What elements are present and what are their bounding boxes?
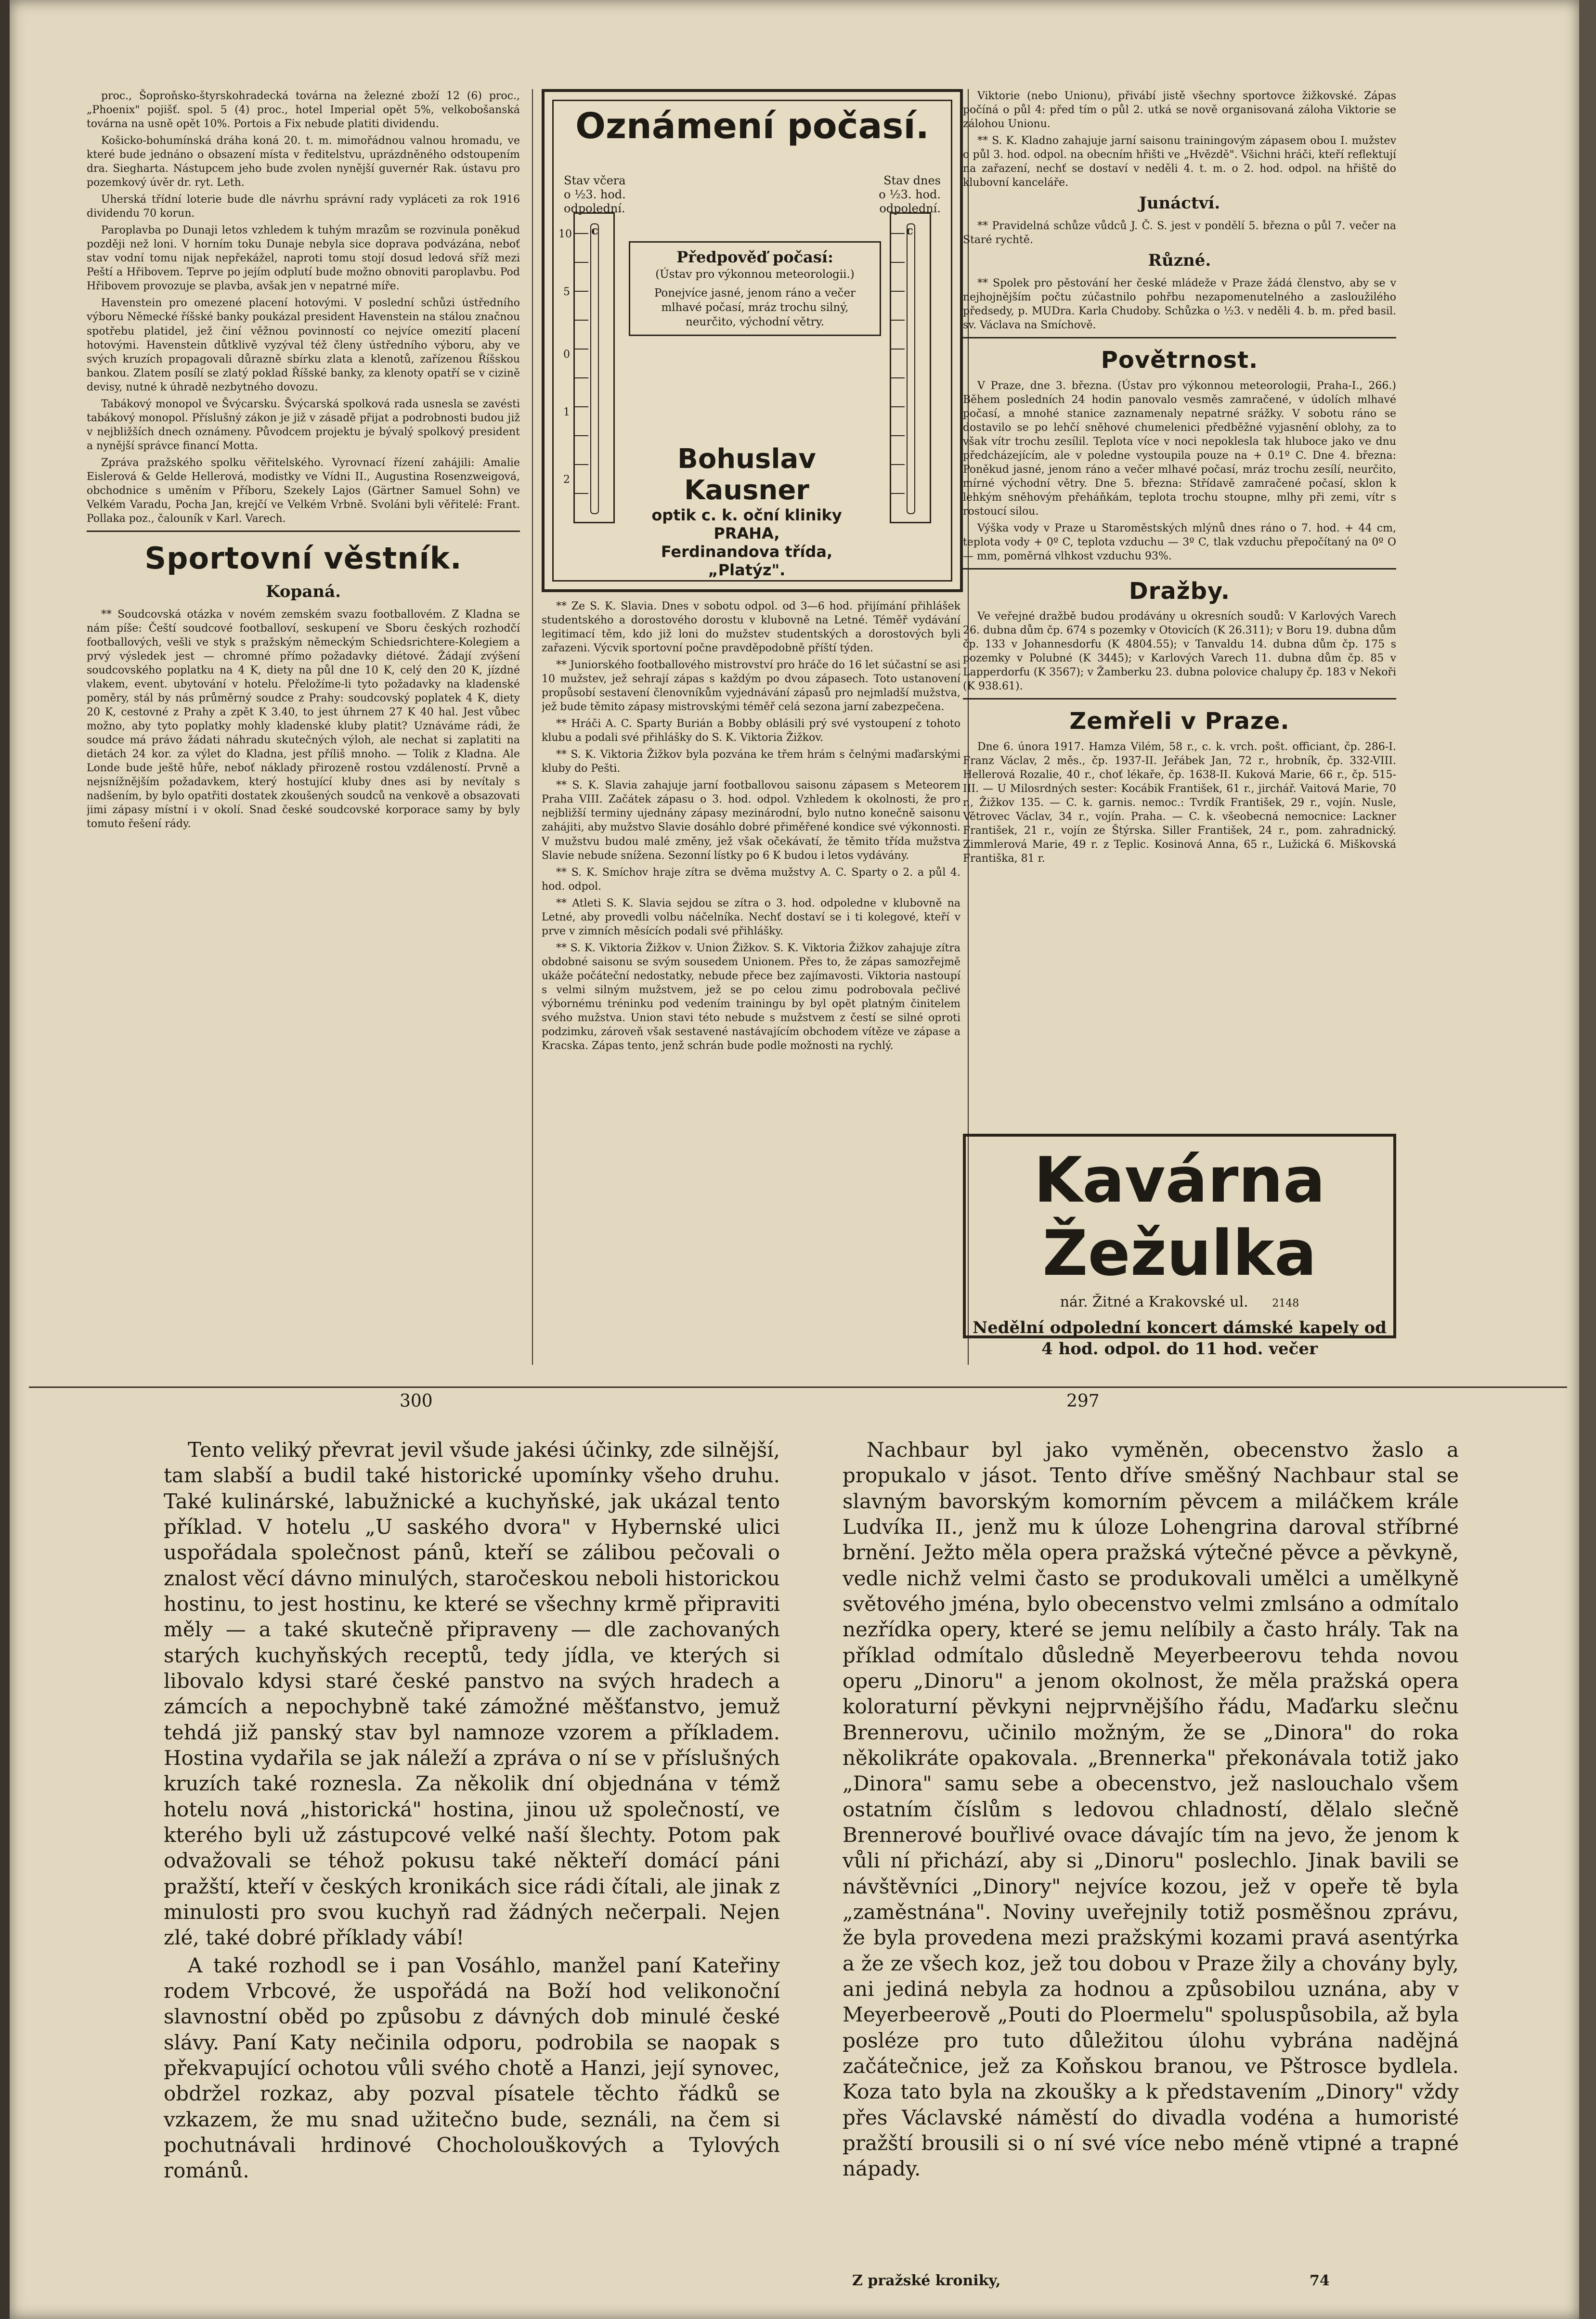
- sport-paragraph: ** Soudcovská otázka v novém zemském svazu footballovém. Z Kladna se nám píše: Čeští soudcové footballoví, seskupení ve Sboru českých rozhodčí footballových, vešli ve styk s pražským německým Schiedsrichtere-Kolegiem a prvý výsledek jest — chromné přímo požadavky diétové. Žádají zvýšení soudcovského poplatku na 4 K, diety na půl dne 10 K, celý den 20 K, jízdné vlakem, event. ubytování v hotelu. Přeložíme-li tyto požadavky na kladenské poměry, stál by nás průměrný soudce z Prahy: soudcovský poplatek 4 K, diety 20 K, cestovné z Prahy a zpět K 3.40, to jest úhrnem 27 K 40 hal. Jest vůbec možno, aby tyto poplatky mohly kladenské kluby platit? Uznáváme rádi, že soudce má právo žádati náhradu skutečných výloh, ale nechat si zaplatiti na dietách 24 kor. za výlet do Kladna, jest příliš mnoho. — Tolik z Kladna. Ale Londe bude ještě hůře, neboť náklady přirozeně rostou vzdáleností. Prvně a nejsnížnějším požadavkem, který hostující kluby dnes asi by nevítaly s nadšením, by bylo opatřiti dostatek zkoušených soudců na venkově a obsazovati jimi zápasy místní i v okolí. Snad české soudcovské korporace samy by byly tomuto řešení rády.: [87, 608, 520, 830]
- povetrnost-heading: Povětrnost.: [1101, 347, 1259, 374]
- clipping-divider: [29, 1386, 1567, 1388]
- sport-paragraph: ** Juniorského footballového mistrovství pro hráče do 16 let súčastní se asi 10 mužstev, jež sehrají zápas s každým po dvou zápasech. Toto ustanovení propůsobí sestavení členovníkům vyjednávání zápasů pro nejmladší mužstva, jež bude těmito zápasy mistrovskými téměř celá sezona jarní zabezpečena.: [542, 659, 960, 713]
- optician-name: Bohuslav Kausner: [677, 443, 816, 506]
- scale-label: 2: [563, 474, 570, 486]
- optician-line: PRAHA,: [714, 524, 780, 543]
- news-paragraph: Tabákový monopol ve Švýcarsku. Švýcarská spolková rada usnesla se zavésti tabákový monopol. Příslušný zákon je již v zásadě přijat a podrobnosti budou již v nejbližších dnech oznámeny. Původcem projektu je bývalý spolkový president a nynější správce financí Motta.: [87, 398, 520, 452]
- sport-paragraph: ** S. K. Kladno zahajuje jarní saisonu trainingovým zápasem obou I. mužstev o půl 3. hod. odpol. na obecním hřišti ve „Hvězdě". Všichni hráči, kteří reflektují na zařazení, nechť se dostaví v neděli 4. t. m. o 2. hod. odpol. na hřiště do klubovní kanceláře.: [963, 135, 1396, 189]
- page-number-bottom: 74: [1310, 2272, 1330, 2289]
- scale-label: 1: [563, 406, 570, 418]
- vyska-vody-paragraph: Výška vody v Praze u Staroměstských mlýnů dnes ráno o 7. hod. + 44 cm, teplota vody + 0º C, teplota vzduchu — 3º C, tlak vzduchu přepočítaný na 0º O — mm, poměrná vlhkost vzduchu 93%.: [963, 522, 1396, 562]
- sport-paragraph: ** Ze S. K. Slavia. Dnes v sobotu odpol. od 3—6 hod. přijímání přihlášek studentského a dorostového dorostu v klubovně na Letné. Téměř vydávání legitimací těm, kdo již loni do mužstev studentských a dorostových byli zařazeni. Výcvik sportovní počne pravděpodobně příští týden.: [542, 600, 960, 655]
- stav-right-line: o ½3. hod.: [879, 187, 941, 201]
- cafe-address: [966, 1294, 1393, 1310]
- news-paragraph: Havenstein pro omezené placení hotovými. V poslední schůzi ústředního výboru Německé říšské banky poukázal president Havenstein na stálou značnou spotřebu platidel, jež činí věžnou povinností co nejvíce omezití placení hotovými. Havenstein důtklivě vyzýval též členy ústředního výboru, aby ve svých kruzích propagovali důrazně sbírku zlata a klenotů, zařízenou Říšskou bankou. Zlatem posílí se zlatý poklad Říšské banky, za klenoty opatří se v cizině devisy, nutné k úhradě nezbytného dovozu.: [87, 297, 520, 393]
- zemreli-heading: Zemřeli v Praze.: [1069, 708, 1290, 735]
- book-text-right-column: [843, 1437, 1459, 2265]
- forecast-text: Ponejvíce jasné, jenom ráno a večer mlhavé počasí, mráz trochu silný, neurčito, východní větry.: [654, 287, 856, 329]
- zemreli-paragraph: Dne 6. února 1917. Hamza Vilém, 58 r., c. k. vrch. pošt. officiant, čp. 286-I. Franz Václav, 2 měs., čp. 1937-II. Jeřábek Jan, 72 r., hrobník, čp. 332-VIII. Hellerová Rozalie, 40 r., choť lékaře, čp. 1638-II. Kuková Marie, 66 r., čp. 515-III. — U Milosrdných sester: Kocábik František, 61 r., jirchář. Vaitová Marie, 70 r., Žižkov 135. — C. k. garnis. nemoc.: Tvrdík František, 29 r., vojín. Nusle, Větrovec Václav, 34 r., vojín. Praha. — C. k. všeobecná nemocnice: Lackner František, 21 r., vojín ze Štýrska. Siller František, 24 r., pom. zahradnický. Zimmlerová Marie, 49 r. z Teplic. Kosinová Anna, 65 r., Lužická 6. Miškovská Františka, 81 r.: [963, 740, 1396, 865]
- section-rule: [87, 531, 520, 532]
- thermometer-right-icon: [890, 212, 931, 523]
- sport-paragraph: ** Atleti S. K. Slavia sejdou se zítra o 3. hod. odpoledne v klubovně na Letné, aby provedli volbu náčelníka. Nechť dostaví se i ti kolegové, kteří v prve v zimních měsících podali své přihlášky.: [542, 897, 960, 937]
- optician-line: optik c. k. oční kliniky: [651, 506, 842, 524]
- right-news-column: [963, 89, 1396, 1129]
- news-paragraph: Zpráva pražského spolku věřitelského. Vyrovnací řízení zahájili: Amalie Eislerová & Gelde Hellerová, modistky ve Vídni II., Augustina Rosenzweigová, obchodnice s uměním v Příboru, Szekely Lajos (Gärtner Samuel Sohn) ve Velkém Varadu, Pocha Jan, krejčí ve Velkém Vrbně. Svoláni byli věřitelé: Frant. Pollaka poz., čalouník v Karl. Varech.: [87, 456, 520, 525]
- ruzne-heading: Různé.: [1148, 251, 1211, 271]
- drazby-paragraph: Ve veřejné dražbě budou prodávány u okresních soudů: V Karlových Varech 26. dubna dům čp. 674 s pozemky v Otovicích (K 26.311); v Boru 19. dubna dům čp. 133 v Johannesdorfu (K 4804.55); v Tanvaldu 14. dubna dům čp. 175 s pozemky v Polubné (K 3445); v Karlových Varech 11. dubna dům čp. 85 v Lapperdorfu (K 3567); v Žamberku 23. dubna polovice chalupy čp. 183 v Nekoři (K 938.61).: [963, 610, 1396, 693]
- chronicle-signature: Z pražské kroniky,: [852, 2272, 1001, 2289]
- left-news-column: [87, 89, 520, 1341]
- cafe-concert-text: Nedělní odpolední koncert dámské kapely od 4 hod. odpol. do 11 hod. večer: [973, 1318, 1387, 1359]
- forecast-box: [629, 241, 881, 336]
- page-number-right: 297: [1066, 1391, 1100, 1411]
- stav-left-line: o ½3. hod.: [564, 187, 626, 201]
- thermometer-left-icon: [558, 212, 615, 523]
- book-spine: [0, 0, 10, 2319]
- weather-title: Oznámení počasí.: [575, 105, 929, 147]
- news-paragraph: Uherská třídní loterie bude dle návrhu správní rady vypláceti za rok 1916 dividendu 70 korun.: [87, 194, 520, 220]
- column-separator: [532, 89, 533, 1365]
- sport-paragraph: ** S. K. Viktoria Žižkov byla pozvána ke třem hrám s čelnými maďarskými kluby do Pešti.: [542, 749, 960, 775]
- book-paragraph: Nachbaur byl jako vyměněn, obecenstvo žaslo a propukalo v jásot. Tento dříve směšný Nachbaur stal se slavným bavorským komorním pěvcem a miláčkem krále Ludvíka II., jenž mu k úloze Lohengrina daroval stříbrné brnění. Ježto měla opera pražská výtečné pěvce a pěvkyně, vedle nichž velmi často se produkovali umělci a umělkyně světového jména, bylo obecenstvo velmi zmlsáno a odmítalo nezřídka opery, které se jemu nelíbily a často hrály. Tak na příklad odmítalo důsledně Meyerbeerovu tehda novou operu „Dinoru" a jenom okolnost, že měla pražská opera koloraturní pěvkyni nejprvnějšího řádu, Maďarku slečnu Brennerovu, učinilo možným, že se „Dinora" do roka několikráte opakovala. „Brennerka" překonávala totiž jako „Dinora" samu sebe a obecenstvo, jež naslouchalo všem ostatním číslům s ledovou chladností, dělalo slečně Brennerové bouřlivé ovace dávajíc tím na jevo, že jenom k vůli ní přichází, aby si „Dinoru" poslechlo. Jinak bavili se návštěvníci „Dinory" nejvíce kozou, jež v opeře tě byla „zaměstnána". Noviny uveřejnily totiž posměšnou zprávu, že byla provedena mezi pražskými kozami pravá asentýrka a že ze všech koz, jež tou dobou v Praze žily a chovány byly, ani jediná nebyla za hodnou a způsobilou uznána, aby v Meyerbeerově „Pouti do Ploermelu" spoluspůsobila, až byla posléze pro tuto důležitou úlohu vybrána nadějná začátečnice, jež za Koňskou branou, ve Pštrosce bydlela. Koza tato byla na zkoušky a k představením „Dinory" vždy přes Václavské náměstí do divadla vodéna a humoristé pražští brousili si o ní své více nebo méně vtipné a trapné nápady.: [843, 1438, 1459, 2181]
- sport-paragraph: ** S. K. Viktoria Žižkov v. Union Žižkov. S. K. Viktoria Žižkov zahajuje zítra obdobné saisonu se svým sousedem Unionem. Přes to, že zápas samozřejmě ukáže počáteční nedostatky, nebude přece bez zajímavosti. Viktoria nastoupí s velmi silným mužstvem, jež se po celou zimu podrobovala pečlivé výbornému tréninku pod vedením trainingu by byl opět platným činitelem svého mužstva. Union stavi této nebude s mužstvem z čestí se silné oproti podzimku, zároveň však sestavené nastávajícím obchodem vítěze ve zápase a Kracska. Zápas tento, jenž schrán bude podle možnosti na rychlý.: [542, 942, 960, 1052]
- sport-section-title: Sportovní věstník.: [144, 540, 462, 576]
- sport-paragraph: ** S. K. Smíchov hraje zítra se dvěma mužstvy A. C. Sparty o 2. a půl 4. hod. odpol.: [542, 866, 960, 893]
- book-paragraph: A také rozhodl se i pan Vosáhlo, manžel paní Kateřiny rodem Vrbcové, že uspořádá na Boží hod velikonoční slavnostní oběd po způsobu z dávných dob minulé české slávy. Paní Katy nečinila odporu, podrobila se naopak s překvapující ochotou vůli svého chotě a Hanzi, její synovec, obdržel rozkaz, aby pozval písatele těchto řádků se vzkazem, že mu snad užitečno bude, seználi, na čem si pochutnávali hrdinové Chocholouškových a Tylových románů.: [164, 1953, 780, 2183]
- stav-right-line: odpolední.: [879, 201, 941, 215]
- cafe-advertisement: [963, 1134, 1396, 1359]
- section-rule: [963, 337, 1396, 338]
- sport-paragraph: ** Hráči A. C. Sparty Burián a Bobby oblásili prý své vystoupení z tohoto klubu a podali své přihlášky do S. K. Viktoria Žižkov.: [542, 718, 960, 744]
- book-text-left-column: [164, 1437, 780, 2265]
- weather-announcement-box: [542, 89, 963, 592]
- scale-label: 10: [558, 228, 572, 240]
- optician-line: „Platýz".: [708, 561, 786, 579]
- forecast-title: Předpověď počasí:: [676, 248, 833, 266]
- section-rule: [963, 698, 1396, 700]
- optician-line: Ferdinandova třída,: [661, 543, 833, 561]
- forecast-source: (Ústav pro výkonnou meteorologii.): [655, 268, 855, 281]
- optician-ad: [629, 443, 865, 579]
- page-number-left: 300: [400, 1391, 433, 1411]
- stav-left-line: Stav včera: [564, 174, 626, 187]
- book-paragraph: Tento veliký převrat jevil všude jakési účinky, zde silnější, tam slabší a budil také historické upomínky všeho druhu. Také kulinárské, labužnické a kuchyňské, jak ukázal tento příklad. V hotelu „U saského dvora" v Hybernské ulici uspořádala společnost pánů, kteří se zálibou pečovali o znalost věcí dávno minulých, staročeskou neboli historickou hostinu, to jest hostinu, ke které se všechny krmě připraviti měly — a také skutečně připraveny — dle zachovaných starých kuchyňských receptů, tedy jídla, ve kterých si libovalo kdysi staré české panstvo na svých hradech a zámcích a nepochybně také zámožné měšťanstvo, jemuž tehdá již panský stav byl namnoze vzorem a příkladem. Hostina vydařila se jak náleží a zpráva o ní se v příslušných kruzích také roznesla. Za několik dní objednána v témž hotelu nová „historická" hostina, jinou už společností, ve kterého byli už zástupcové velké naší šlechty. Potom pak odvažovali se téhož pokusu také někteří domácí páni pražští, kteří v českých kronikách sice rádi čítali, ale jinak z minulosti pro svou kuchyň rad žádných nečerpali. Nejen zlé, také dobré příklady vábí!: [164, 1438, 780, 1950]
- news-paragraph: Paroplavba po Dunaji letos vzhledem k tuhým mrazům se rozvinula poněkud později než loni. V horním toku Dunaje nebyla sice doprava podvázána, neboť stav vodní tomu nijak nepřekážel, naproti tomu stojí dosud ledová sříž mezi Peští a Hřibovem. Teprve po jejím odplutí bude možno obnoviti paroplavbu. Pod Hřibovem provozuje se plavba, avšak jen v nepatrné míře.: [87, 224, 520, 293]
- stav-left-unit: c: [591, 223, 598, 238]
- scale-label: 5: [563, 286, 570, 298]
- sport-paragraph: ** S. K. Slavia zahajuje jarní footballovou saisonu zápasem s Meteorem Praha VIII. Začátek zápasu o 3. hod. odpol. Vzhledem k okolnosti, že pro nejbližší terminy ujednány zápasy mezinárodní, bylo nutno konečně saisonu zahájiti, aby mužstvo Slavie dosáhlo dobré přiměřené kondice své výkonnosti. V mužstvu budou malé změny, jež však očekávatí, že těmito třída mužstva Slavie nebude snížena. Sezonní lístky po 6 K budou i letos vydávány.: [542, 779, 960, 862]
- junactvi-paragraph: ** Pravidelná schůze vůdců J. Č. S. jest v pondělí 5. března o půl 7. večer na Staré rychtě.: [963, 220, 1396, 246]
- middle-sport-column: [542, 599, 960, 1341]
- section-rule: [963, 568, 1396, 570]
- news-paragraph: proc., Šoproňsko-štyrskohradecká továrna na železné zboží 12 (6) proc., „Phoenix" pojišť. spol. 5 (4) proc., hotel Imperial opět 5%, velkobošanská továrna na usně opět 10%. Portois a Fix nebude platiti dividendu.: [87, 90, 520, 130]
- news-paragraph: Košicko-bohumínská dráha koná 20. t. m. mimořádnou valnou hromadu, ve které bude jednáno o obsazení místa v ředitelstvu, uprázdněného odstoupením dra. Siegharta. Nástupcem jeho bude zvolen nynější guvernér Rak. ústavu pro pozemkový úvěr dr. ryt. Leth.: [87, 135, 520, 189]
- junactvi-heading: Junáctví.: [1139, 194, 1220, 213]
- kopana-heading: Kopaná.: [266, 582, 341, 601]
- scale-label: 0: [563, 349, 570, 361]
- cafe-ad-code: 2148: [1272, 1297, 1299, 1309]
- stav-left-line: odpolední.: [564, 201, 625, 215]
- stav-right-line: Stav dnes: [883, 174, 941, 187]
- povetrnost-paragraph: V Praze, dne 3. března. (Ústav pro výkonnou meteorologii, Praha-I., 266.) Během posledních 24 hodin panovalo vesměs zamračené, v údolích mlhavé počasí, a mnohé stanice zaznamenaly nepatrné srážky. V sobotu ráno se dostavilo se po lehčí sněhové chumelenici předběžné vyjasnění oblohy, za to však vítr trochu zesílil. Teplota více v noci nepoklesla tak hluboce jako ve dnu předcházejícím, ale v poledne vystoupila pouze na + 0.1º C. Dne 4. března: Poněkud jasné, jenom ráno a večer mlhavé počasí, mráz trochu zesílí, neurčito, mírné východní větry. Dne 5. března: Střídavě zamračené počasí, sklon k lehkým sněhovým přeháňkám, teplota trochu stoupne, mlhy při zemi, vítr s rostoucí silou.: [963, 379, 1396, 518]
- sport-paragraph: Viktorie (nebo Unionu), přivábí jistě všechny sportovce žižkovské. Zápas počíná o půl 4: před tím o půl 2. utká se nově organisovaná záloha Viktorie se zálohou Unionu.: [963, 90, 1396, 130]
- drazby-heading: Dražby.: [1129, 577, 1231, 605]
- ruzne-paragraph: ** Spolek pro pěstování her české mládeže v Praze žádá členstvo, aby se v nejhojnějším počtu zúčastnilo pohřbu nezapomenutelného a zasloužilého předsedy, p. MUDra. Karla Chudoby. Schůzka o ½3. v neděli 4. b. m. před basil. sv. Václava na Smíchově.: [963, 277, 1396, 332]
- cafe-address-text: nár. Žitné a Krakovské ul.: [1060, 1294, 1248, 1310]
- stav-right-unit: c: [906, 223, 913, 238]
- cafe-name: Kavárna Žežulka: [1034, 1143, 1325, 1290]
